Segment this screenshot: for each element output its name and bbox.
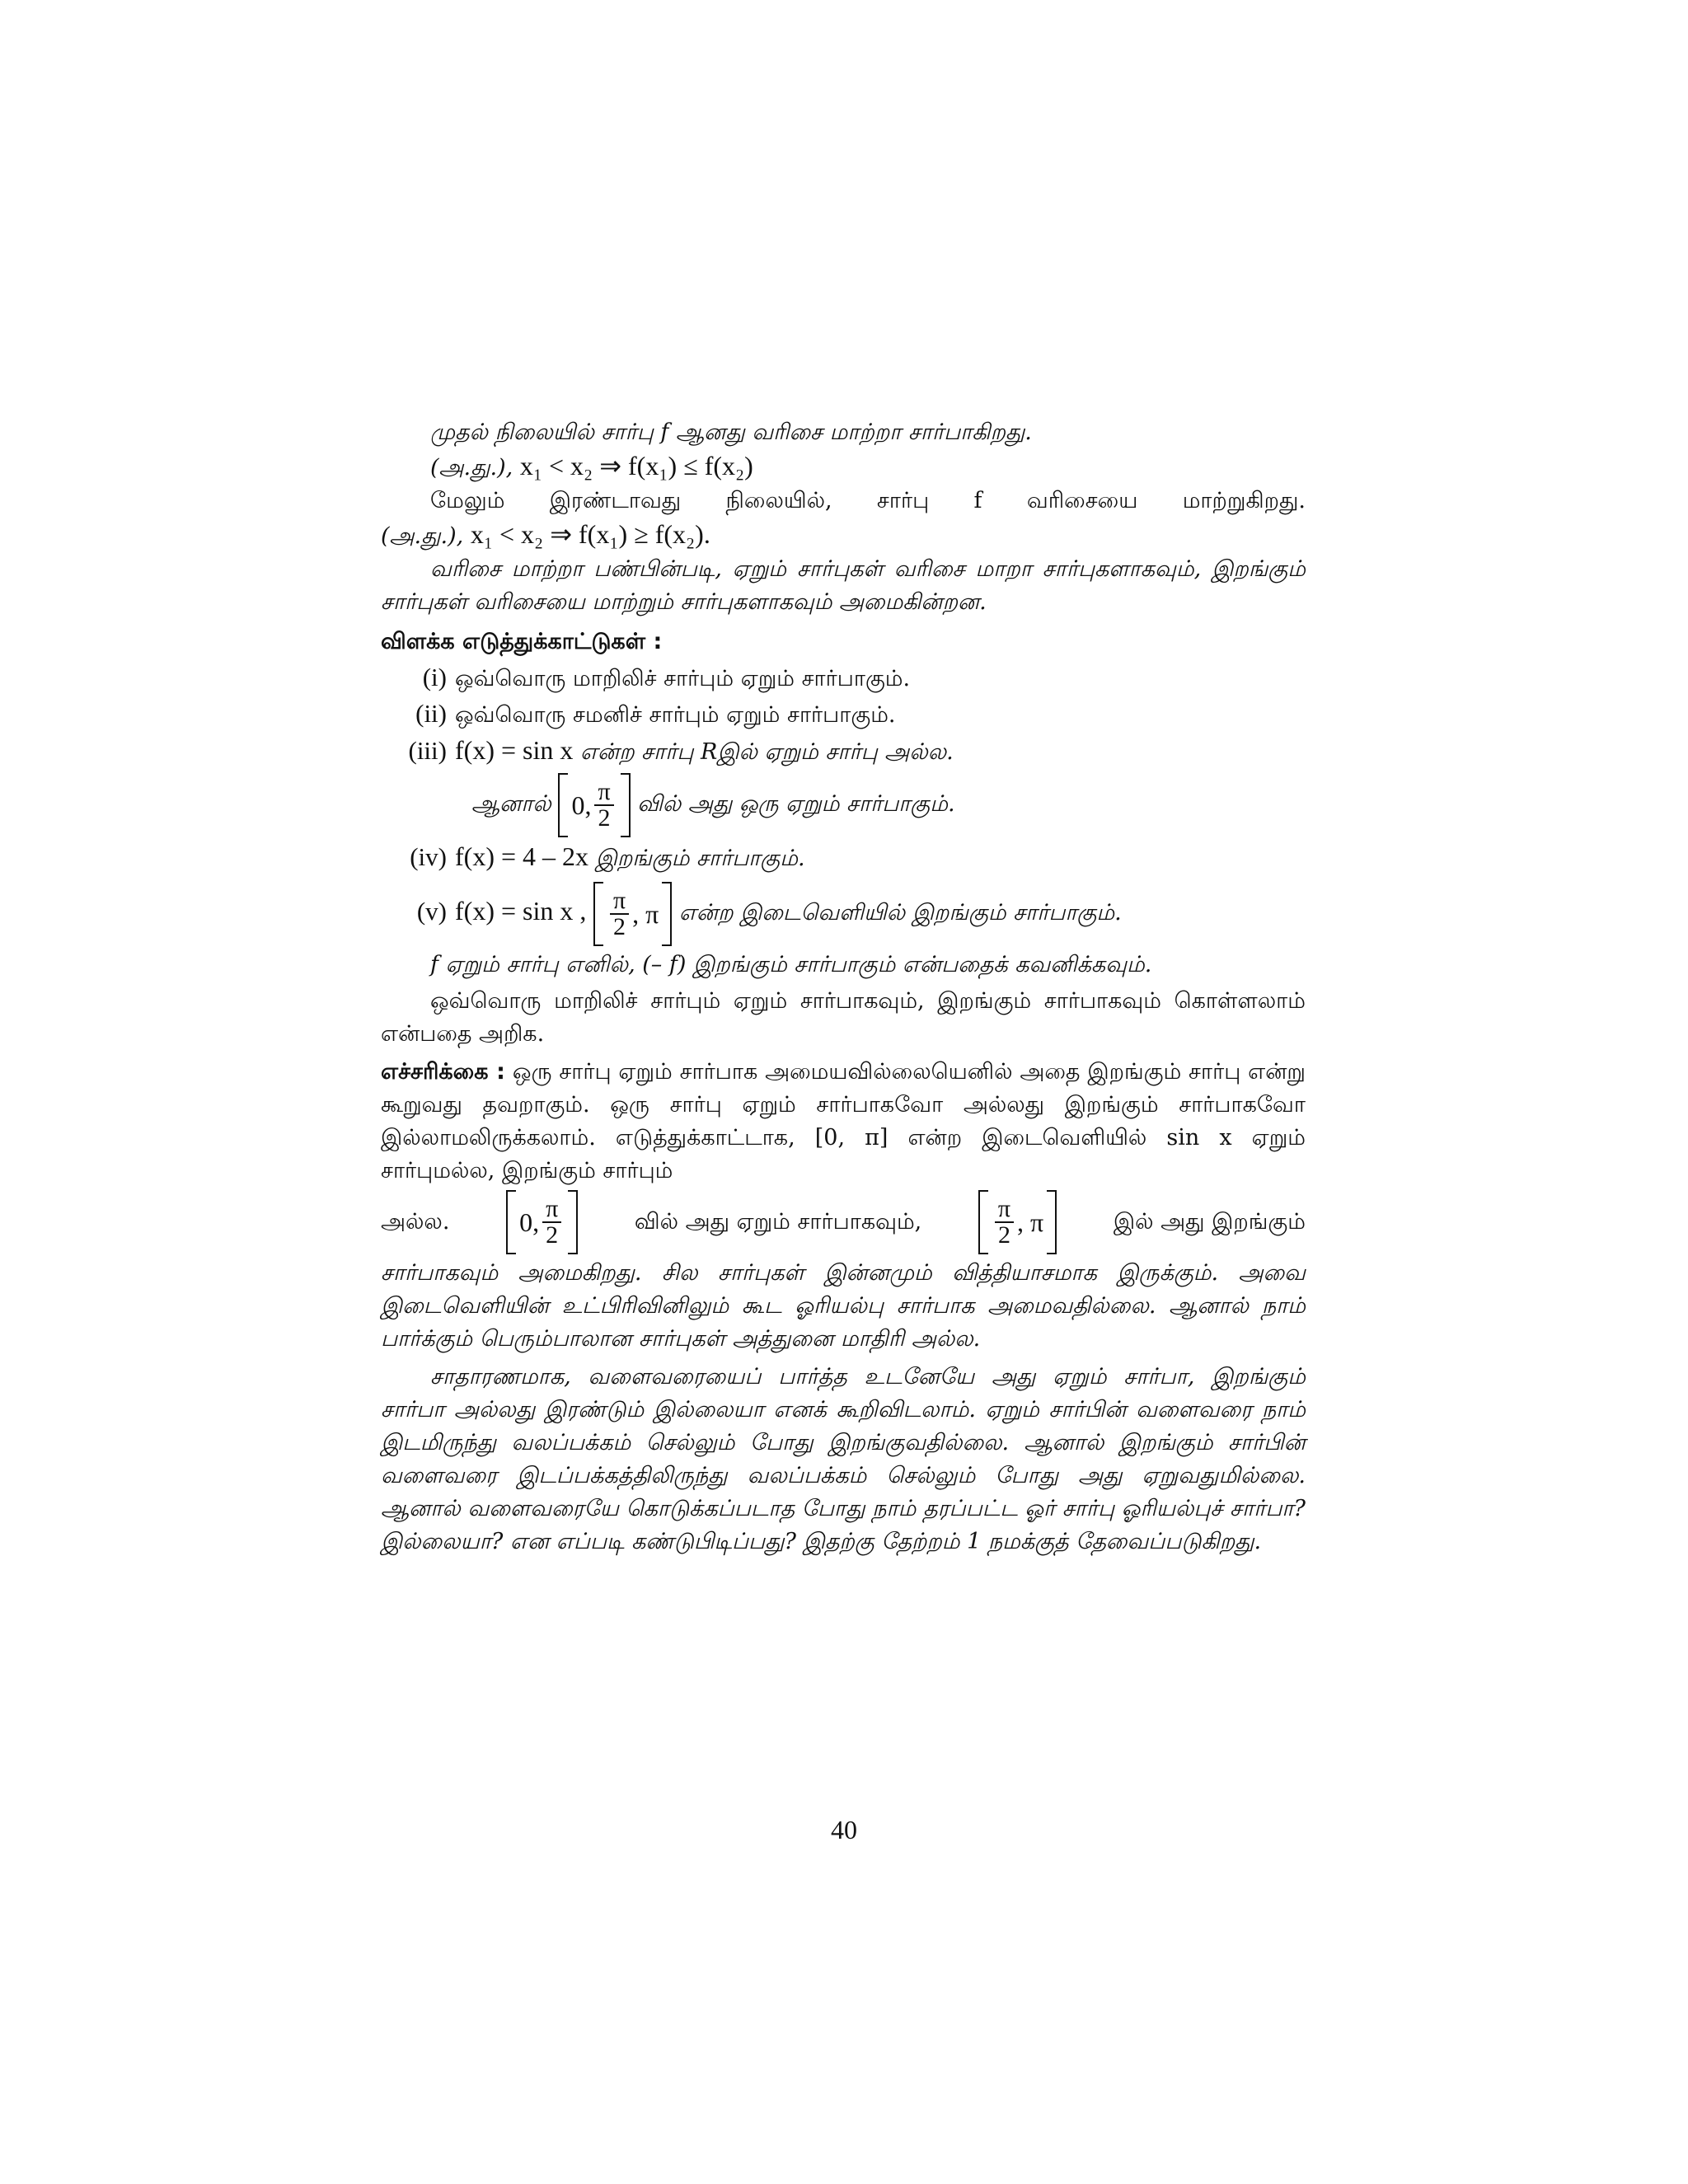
fraction-numerator: π <box>610 888 629 915</box>
intro-line-3: மேலும் இரண்டாவது நிலையில், சார்பு f வரிசையை மாற்றுகிறது. <box>430 488 1306 513</box>
example-math: f(x) = sin x <box>455 735 574 765</box>
caution-row-b: வில் அது ஏறும் சார்பாகவும், <box>634 1209 922 1235</box>
caution-row-a: அல்ல. <box>381 1209 450 1235</box>
left-bracket <box>978 1190 988 1254</box>
example-text: என்ற இடைவெளியில் இறங்கும் சார்பாகும். <box>678 900 1122 926</box>
fraction-numerator: π <box>594 780 613 806</box>
interval-body <box>568 771 620 840</box>
interval-pi-half-pi <box>978 1188 1057 1257</box>
example-math: f(x) = sin x , <box>455 896 587 926</box>
intro-line-2-math: x₁ < x₂ ⇒ f(x₁) ≤ f(x₂) <box>519 451 753 480</box>
caution-text-1: ஒரு சார்பு ஏறும் சார்பாக அமையவில்லையெனில் அதை இறங்கும் சார்பு என்று கூறுவது தவறாகும். ஒரு சார்பு ஏறும் சார்பாகவோ அல்லது இறங்கும் சார்பாகவோ இல்லாமலிருக்கலாம். எடுத்துக்காட்டாக, [0, π] என்ற இடைவெளியில் sin x ஏறும் சார்புமல்ல, இறங்கும் சார்பும் <box>381 1059 1306 1183</box>
interval-0-pi-half <box>558 771 630 840</box>
right-bracket <box>662 882 672 946</box>
interval-body <box>603 879 662 949</box>
interval-left: 0, <box>571 790 592 820</box>
pi-over-2-fraction <box>995 1197 1014 1248</box>
interval-right: π <box>645 898 659 929</box>
example-num: (i) <box>422 663 447 691</box>
right-bracket <box>1047 1190 1057 1254</box>
example-item-5 <box>381 876 1306 945</box>
example-item-2 <box>381 696 1306 733</box>
example-math: f(x) = 4 – 2x <box>455 841 589 871</box>
example-item-3 <box>381 733 1306 770</box>
fraction-denominator: 2 <box>546 1221 559 1249</box>
fraction-denominator: 2 <box>613 912 626 940</box>
pi-over-2-fraction <box>542 1197 561 1248</box>
caution-text-2: சார்பாகவும் அமைகிறது. சில சார்புகள் இன்னமும் வித்தியாசமாக இருக்கும். அவை இடைவெளியின் உட்பிரிவினிலும் கூட ஓரியல்பு சார்பாக அமைவதில்லை. ஆனால் நாம் பார்க்கும் பெரும்பாலான சார்புகள் அத்துனை மாதிரி அல்ல. <box>381 1260 1306 1352</box>
example-num: (iv) <box>410 842 447 871</box>
monotone-paragraph: வரிசை மாற்றா பண்பின்படி, ஏறும் சார்புகள் வரிசை மாறா சார்புகளாகவும், இறங்கும் சார்புகள் வரிசையை மாற்றும் சார்புகளாகவும் அமைகின்றன. <box>381 556 1306 615</box>
example-num: (iii) <box>408 736 447 765</box>
intro-line-4 <box>381 518 1306 553</box>
final-paragraph: சாதாரணமாக, வளைவரையைப் பார்த்த உடனேயே அது ஏறும் சார்பா, இறங்கும் சார்பா அல்லது இரண்டும் இல்லையா எனக் கூறிவிடலாம். ஏறும் சார்பின் வளைவரை நாம் இடமிருந்து வலப்பக்கம் செல்லும் போது இறங்குவதில்லை. ஆனால் இறங்கும் சார்பின் வளைவரை இடப்பக்கத்திலிருந்து வலப்பக்கம் செல்லும் போது அது ஏறுவதுமில்லை. ஆனால் வளைவரையே கொடுக்கப்படாத போது நாம் தரப்பட்ட ஓர் சார்பு ஓரியல்புச் சார்பா? இல்லையா? என எப்படி கண்டுபிடிப்பது? இதற்கு தேற்றம் 1 நமக்குத் தேவைப்படுகிறது. <box>381 1364 1306 1554</box>
intro-line-2 <box>381 449 1306 485</box>
right-bracket <box>568 1190 578 1254</box>
examples-heading: விளக்க எடுத்துக்காட்டுகள் : <box>381 629 663 654</box>
pi-over-2-fraction <box>610 888 629 940</box>
interval-suffix: வில் அது ஒரு ஏறும் சார்பாகும். <box>637 791 955 817</box>
caution-interval-row <box>381 1188 1306 1257</box>
example-item-4 <box>381 839 1306 876</box>
fraction-denominator: 2 <box>997 1221 1010 1249</box>
intro-line-4-prefix: (அ.து.), <box>381 523 471 549</box>
page-number: 40 <box>831 1815 857 1844</box>
interval-left: 0, <box>519 1207 540 1237</box>
interval-prefix: ஆனால் <box>471 791 551 817</box>
interval-comma-pi: , <box>632 898 646 929</box>
left-bracket <box>506 1190 516 1254</box>
left-bracket <box>593 882 603 946</box>
example-item-3-continuation <box>381 770 1306 839</box>
fraction-numerator: π <box>542 1197 561 1223</box>
fraction-denominator: 2 <box>598 804 611 832</box>
example-text: என்ற சார்பு Rஇல் ஏறும் சார்பு அல்ல. <box>573 739 954 765</box>
intro-line-4-math: x₁ < x₂ ⇒ f(x₁) ≥ f(x₂). <box>470 519 710 549</box>
interval-pi-half-pi <box>593 879 672 949</box>
page-content <box>381 416 1306 1558</box>
example-text: ஒவ்வொரு மாறிலிச் சார்பும் ஏறும் சார்பாகும். <box>455 666 911 691</box>
example-num: (v) <box>416 897 447 926</box>
intro-line-2-prefix: (அ.து.), <box>430 455 520 480</box>
interval-0-pi-half <box>506 1188 578 1257</box>
interval-right: π <box>1030 1207 1044 1237</box>
intro-line-1: முதல் நிலையில் சார்பு f ஆனது வரிசை மாற்றா சார்பாகிறது. <box>430 419 1032 445</box>
interval-comma-pi: , <box>1017 1207 1031 1237</box>
pi-over-2-fraction <box>594 777 613 832</box>
note-constant: ஒவ்வொரு மாறிலிச் சார்பும் ஏறும் சார்பாகவும், இறங்கும் சார்பாகவும் கொள்ளலாம் என்பதை அறிக. <box>381 988 1306 1047</box>
example-text: ஒவ்வொரு சமனிச் சார்பும் ஏறும் சார்பாகும். <box>455 702 896 728</box>
example-num: (ii) <box>415 699 447 728</box>
interval-body <box>516 1188 568 1257</box>
note-negation: f ஏறும் சார்பு எனில், (– f) இறங்கும் சார்பாகும் என்பதைக் கவனிக்கவும். <box>430 952 1152 977</box>
fraction-numerator: π <box>995 1197 1014 1223</box>
right-bracket <box>621 773 631 837</box>
caution-paragraph <box>381 1056 1306 1188</box>
interval-body <box>988 1188 1047 1257</box>
caution-lead: எச்சரிக்கை : <box>381 1059 505 1085</box>
example-text: இறங்கும் சார்பாகும். <box>588 846 805 871</box>
caution-row-c: இல் அது இறங்கும் <box>1113 1209 1306 1235</box>
example-item-1 <box>381 660 1306 696</box>
left-bracket <box>558 773 568 837</box>
